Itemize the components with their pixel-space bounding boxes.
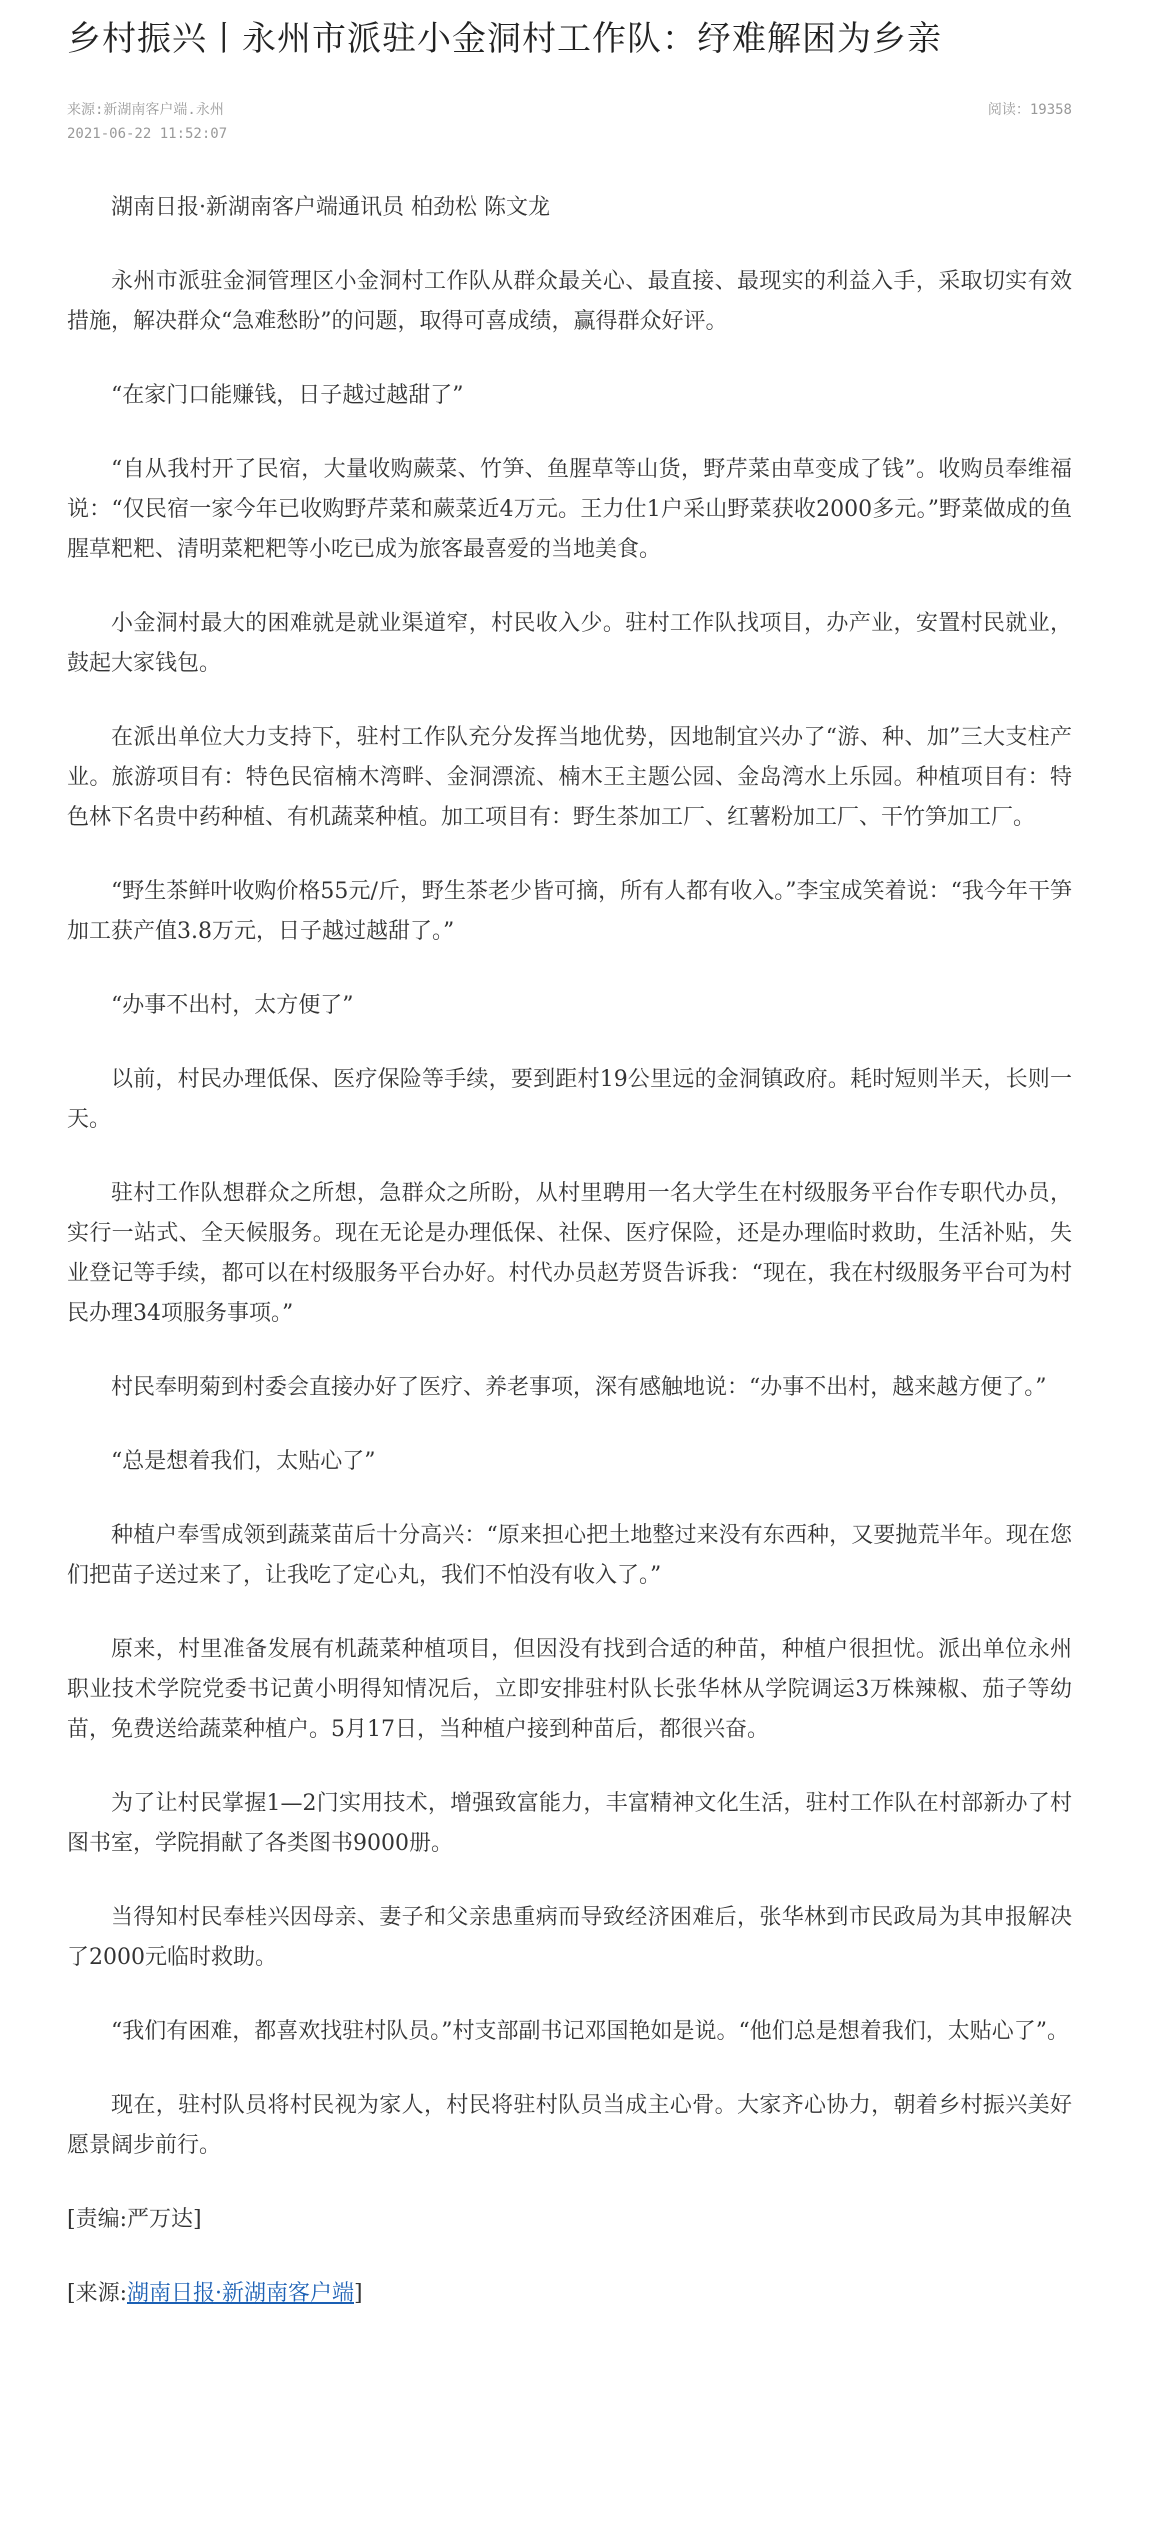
editor-credit: [责编:严万达]: [67, 2207, 202, 2232]
read-count: 阅读：19358: [987, 102, 1072, 118]
paragraph: “我们有困难，都喜欢找驻村队员。”村支部副书记邓国艳如是说。“他们总是想着我们，太贴心了”。: [111, 2019, 1069, 2044]
paragraph: 驻村工作队想群众之所想，急群众之所盼，从村里聘用一名大学生在村级服务平台作专职代办员，实行一站式、全天候服务。现在无论是办理低保、社保、医疗保险，还是办理临时救助，生活补贴，失业登记等手续，都可以在村级服务平台办好。村代办员赵芳贤告诉我：“现在，我在村级服务平台可为村民办理34项服务事项。”: [67, 1181, 1072, 1326]
paragraph: 以前，村民办理低保、医疗保险等手续，要到距村19公里远的金洞镇政府。耗时短则半天，长则一天。: [67, 1067, 1072, 1132]
paragraph: 为了让村民掌握1—2门实用技术，增强致富能力，丰富精神文化生活，驻村工作队在村部新办了村图书室，学院捐献了各类图书9000册。: [67, 1791, 1072, 1856]
article-body: [67, 188, 1072, 2314]
paragraph: 在派出单位大力支持下，驻村工作队充分发挥当地优势，因地制宜兴办了“游、种、加”三大支柱产业。旅游项目有：特色民宿楠木湾畔、金洞漂流、楠木王主题公园、金岛湾水上乐园。种植项目有：特色林下名贵中药种植、有机蔬菜种植。加工项目有：野生茶加工厂、红薯粉加工厂、干竹笋加工厂。: [67, 725, 1072, 830]
paragraph: 种植户奉雪成领到蔬菜苗后十分高兴：“原来担心把土地整过来没有东西种，又要抛荒半年。现在您们把苗子送过来了，让我吃了定心丸，我们不怕没有收入了。”: [67, 1523, 1072, 1588]
paragraph: “野生茶鲜叶收购价格55元/斤，野生茶老少皆可摘，所有人都有收入。”李宝成笑着说：“我今年干笋加工获产值3.8万元，日子越过越甜了。”: [67, 879, 1072, 944]
source-label: 来源:新湖南客户端.永州: [67, 102, 224, 118]
section-subheading: “在家门口能赚钱，日子越过越甜了”: [111, 383, 464, 408]
source-link[interactable]: 湖南日报·新湖南客户端: [127, 2281, 354, 2306]
paragraph: 当得知村民奉桂兴因母亲、妻子和父亲患重病而导致经济困难后，张华林到市民政局为其申报解决了2000元临时救助。: [67, 1905, 1072, 1970]
source-prefix: [来源:: [67, 2281, 127, 2306]
paragraph: 原来，村里准备发展有机蔬菜种植项目，但因没有找到合适的种苗，种植户很担忧。派出单位永州职业技术学院党委书记黄小明得知情况后，立即安排驻村队长张华林从学院调运3万株辣椒、茄子等幼苗，免费送给蔬菜种植户。5月17日，当种植户接到种苗后，都很兴奋。: [67, 1637, 1072, 1742]
article-meta: [67, 98, 1072, 146]
paragraph: 现在，驻村队员将村民视为家人，村民将驻村队员当成主心骨。大家齐心协力，朝着乡村振兴美好愿景阔步前行。: [67, 2093, 1072, 2158]
section-subheading: “总是想着我们，太贴心了”: [111, 1449, 376, 1474]
article: [67, 0, 1072, 2348]
byline: 湖南日报·新湖南客户端通讯员 柏劲松 陈文龙: [111, 195, 550, 220]
article-title: 乡村振兴丨永州市派驻小金洞村工作队：纾难解困为乡亲: [67, 19, 942, 59]
paragraph: 永州市派驻金洞管理区小金洞村工作队从群众最关心、最直接、最现实的利益入手，采取切实有效措施，解决群众“急难愁盼”的问题，取得可喜成绩，赢得群众好评。: [67, 269, 1072, 334]
paragraph: 小金洞村最大的困难就是就业渠道窄，村民收入少。驻村工作队找项目，办产业，安置村民就业，鼓起大家钱包。: [67, 611, 1072, 676]
paragraph: 村民奉明菊到村委会直接办好了医疗、养老事项，深有感触地说：“办事不出村，越来越方便了。”: [111, 1375, 1047, 1400]
section-subheading: “办事不出村，太方便了”: [111, 993, 354, 1018]
source-credit: [67, 2274, 1072, 2314]
source-suffix: ]: [354, 2281, 363, 2306]
publish-datetime: 2021-06-22 11:52:07: [67, 126, 228, 142]
paragraph: “自从我村开了民宿，大量收购蕨菜、竹笋、鱼腥草等山货，野芹菜由草变成了钱”。收购员奉维福说：“仅民宿一家今年已收购野芹菜和蕨菜近4万元。王力仕1户采山野菜获收2000多元。”野菜做成的鱼腥草粑粑、清明菜粑粑等小吃已成为旅客最喜爱的当地美食。: [67, 457, 1072, 562]
